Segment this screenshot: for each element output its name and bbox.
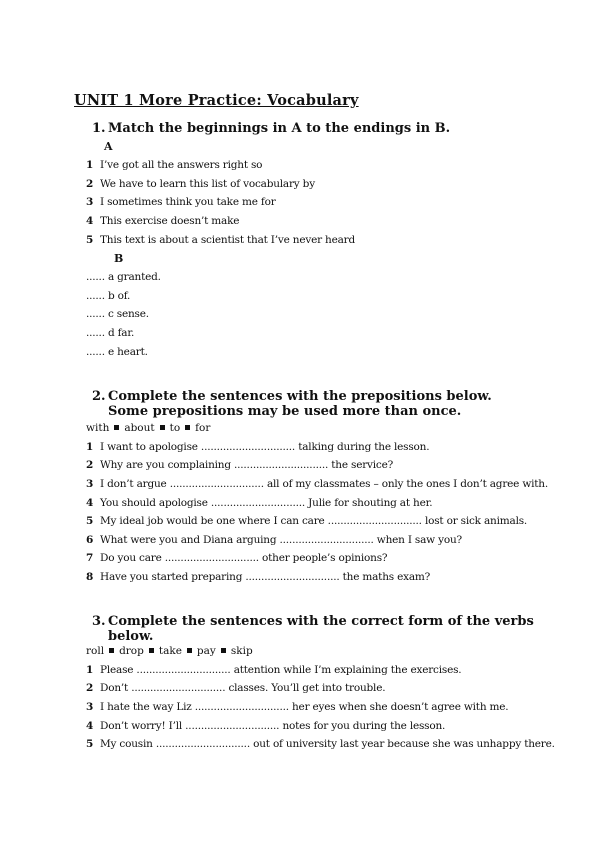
- list-item: 2 We have to learn this list of vocabulary by: [86, 178, 315, 190]
- section-3-heading-line1: Complete the sentences with the correct form of the verbs: [108, 614, 534, 629]
- section-2-heading-line1: Complete the sentences with the prepositions below.: [108, 389, 492, 404]
- bullet-square-icon: [109, 648, 114, 653]
- list-item: 3 I hate the way Liz .............................. her eyes when she doesn’t agree with me.: [86, 701, 509, 713]
- bullet-square-icon: [221, 648, 226, 653]
- section-3-number: 3.: [92, 614, 106, 629]
- list-item: 4 This exercise doesn’t make: [86, 215, 240, 227]
- section-1-heading: [92, 121, 450, 136]
- section-3-heading-line2: below.: [108, 629, 154, 644]
- match-item: ...... e heart.: [86, 346, 148, 358]
- list-item: 5 My ideal job would be one where I can care .............................. lost or sick animals.: [86, 515, 528, 527]
- section-2-number: 2.: [92, 389, 106, 404]
- list-item: 4 Don’t worry! I’ll .............................. notes for you during the lesson.: [86, 720, 446, 732]
- match-item: ...... a granted.: [86, 271, 161, 283]
- page-title: UNIT 1 More Practice: Vocabulary: [74, 92, 359, 109]
- list-item: 3 I sometimes think you take me for: [86, 196, 276, 208]
- section-2-heading: [92, 389, 492, 419]
- list-item: 1 I want to apologise .............................. talking during the lesson.: [86, 441, 430, 453]
- list-item: 6 What were you and Diana arguing .............................. when I saw you?: [86, 534, 462, 546]
- section-3-heading: [92, 614, 534, 644]
- list-item: 5 This text is about a scientist that I’ve never heard: [86, 234, 356, 246]
- list-item: 1 I’ve got all the answers right so: [86, 159, 263, 171]
- bullet-square-icon: [114, 425, 119, 430]
- column-a-label: A: [104, 140, 113, 153]
- list-item: 4 You should apologise .............................. Julie for shouting at her.: [86, 497, 433, 509]
- match-item: ...... b of.: [86, 290, 131, 302]
- list-item: 3 I don’t argue .............................. all of my classmates – only the ones I don’t agree with.: [86, 478, 548, 490]
- list-item: 5 My cousin .............................. out of university last year because she was unhappy there.: [86, 738, 555, 750]
- section-1-number: 1.: [92, 121, 106, 136]
- section-1-heading-text: Match the beginnings in A to the endings in B.: [108, 121, 451, 136]
- list-item: 2 Why are you complaining .............................. the service?: [86, 459, 394, 471]
- list-item: 1 Please .............................. attention while I’m explaining the exercises.: [86, 664, 462, 676]
- list-item: 8 Have you started preparing .............................. the maths exam?: [86, 571, 431, 583]
- preposition-word-box: with about to for: [86, 422, 211, 434]
- bullet-square-icon: [187, 648, 192, 653]
- list-item: 7 Do you care .............................. other people’s opinions?: [86, 552, 388, 564]
- column-b-label: B: [114, 252, 124, 265]
- match-item: ...... d far.: [86, 327, 135, 339]
- verb-word-box: roll drop take pay skip: [86, 645, 253, 657]
- match-item: ...... c sense.: [86, 308, 149, 320]
- bullet-square-icon: [160, 425, 165, 430]
- section-2-heading-line2: Some prepositions may be used more than once.: [108, 404, 462, 419]
- bullet-square-icon: [149, 648, 154, 653]
- bullet-square-icon: [185, 425, 190, 430]
- list-item: 2 Don’t .............................. classes. You’ll get into trouble.: [86, 682, 386, 694]
